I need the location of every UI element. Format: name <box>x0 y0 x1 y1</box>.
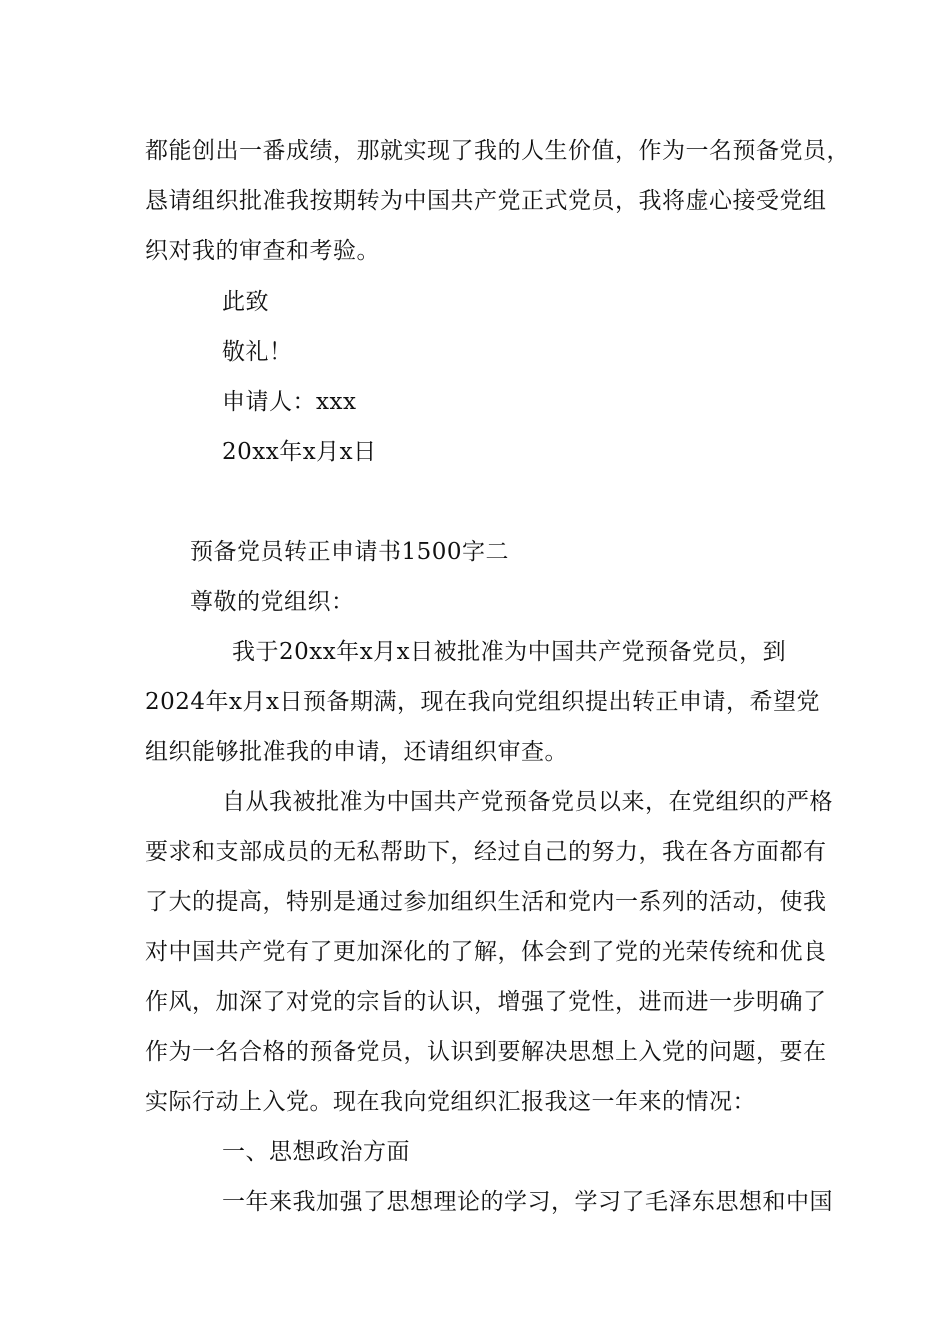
body-text-line: 恳请组织批准我按期转为中国共产党正式党员，我将虚心接受党组 <box>145 188 827 214</box>
body-text-line: 我于20xx年x月x日被批准为中国共产党预备党员，到 <box>232 639 787 665</box>
body-text-line: 2024年x月x日预备期满，现在我向党组织提出转正申请，希望党 <box>145 689 820 715</box>
section-heading: 一、思想政治方面 <box>222 1139 410 1165</box>
body-text-line: 织对我的审查和考验。 <box>145 238 380 264</box>
body-text-line: 都能创出一番成绩，那就实现了我的人生价值，作为一名预备党员， <box>145 138 850 164</box>
body-text-line: 一年来我加强了思想理论的学习，学习了毛泽东思想和中国 <box>222 1189 833 1215</box>
section-title: 预备党员转正申请书1500字二 <box>190 539 510 565</box>
closing-salutation: 敬礼！ <box>222 339 293 365</box>
body-text-line: 对中国共产党有了更加深化的了解，体会到了党的光荣传统和优良 <box>145 939 827 965</box>
body-text-line: 作风，加深了对党的宗旨的认识，增强了党性，进而进一步明确了 <box>145 989 827 1015</box>
applicant-signature: 申请人：xxx <box>222 389 357 415</box>
body-text-line: 要求和支部成员的无私帮助下，经过自己的努力，我在各方面都有 <box>145 839 827 865</box>
body-text-line: 作为一名合格的预备党员，认识到要解决思想上入党的问题，要在 <box>145 1039 827 1065</box>
body-text-line: 自从我被批准为中国共产党预备党员以来，在党组织的严格 <box>222 789 833 815</box>
body-text-line: 了大的提高，特别是通过参加组织生活和党内一系列的活动，使我 <box>145 889 827 915</box>
body-text-line: 实际行动上入党。现在我向党组织汇报我这一年来的情况： <box>145 1089 756 1115</box>
body-text-line: 组织能够批准我的申请，还请组织审查。 <box>145 739 568 765</box>
closing-salutation: 此致 <box>222 289 269 315</box>
greeting: 尊敬的党组织： <box>190 589 355 615</box>
signature-date: 20xx年x月x日 <box>222 439 377 465</box>
